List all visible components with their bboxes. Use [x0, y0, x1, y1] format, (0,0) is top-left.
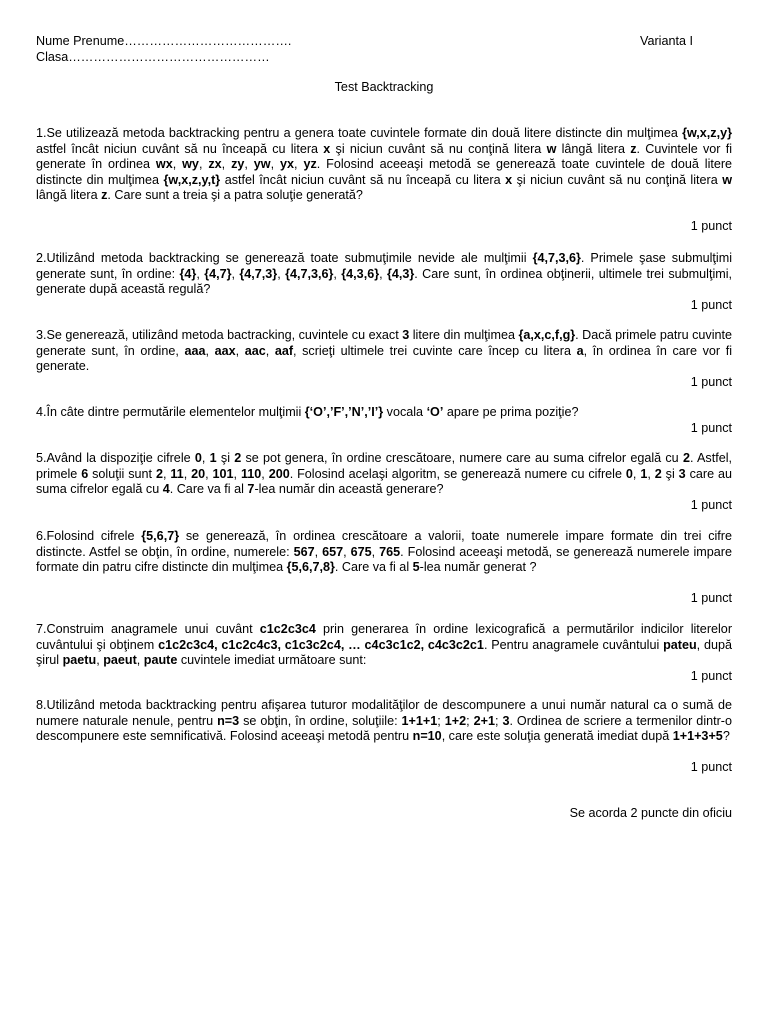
bold-term: {a,x,c,f,g}: [518, 328, 576, 342]
text-run: , în ordinea în care vor fi generate.: [36, 343, 733, 373]
text-run: ,: [244, 157, 254, 171]
question-text: [36, 622, 732, 669]
variant-label: Varianta I: [640, 34, 693, 48]
text-run: ,: [183, 466, 192, 481]
text-run: . Astfel, primele: [36, 451, 732, 481]
question-7: [36, 622, 732, 684]
bold-term: {4}: [179, 266, 197, 281]
bold-term: c1c2c3c4, c1c2c4c3, c1c3c2c4, … c4c3c1c2, c4c3c2c1: [158, 637, 484, 652]
text-run: ,: [205, 466, 213, 481]
text-run: şi niciun cuvânt să nu conţină litera: [330, 141, 547, 156]
text-run: care au suma cifrelor egală cu: [36, 466, 733, 496]
text-run: 3.Se generează, utilizând metoda bactracking, cuvintele cu exact: [36, 328, 403, 342]
text-run: -lea număr din această generare?: [254, 482, 444, 496]
bold-term: {4,3}: [386, 266, 415, 281]
question-text: [36, 405, 732, 421]
text-run: , după şirul: [36, 637, 733, 667]
question-6: [36, 529, 732, 607]
text-run: şi: [216, 451, 235, 465]
text-run: ?: [722, 729, 730, 743]
text-run: . Care sunt a treia şi a patra soluţie generată?: [107, 188, 363, 202]
bold-term: 3: [502, 713, 510, 728]
text-run: . Care sunt, în ordinea obţinerii, ultimele trei submulţimi, generate după această regulă?: [36, 266, 733, 296]
bold-term: 0: [194, 451, 202, 465]
bold-term: 657: [322, 544, 344, 559]
bold-term: x: [505, 172, 513, 187]
bold-term: {5,6,7,8}: [286, 560, 335, 574]
text-run: ,: [632, 466, 641, 481]
text-run: şi: [661, 466, 679, 481]
bold-term: paute: [143, 653, 178, 667]
question-4: [36, 405, 732, 436]
bold-term: {4,7,3,6}: [285, 266, 334, 281]
bold-term: 2: [155, 466, 163, 481]
text-run: . Care va fi al: [169, 482, 248, 496]
text-run: litere din mulţimea: [409, 328, 519, 342]
question-8: [36, 698, 732, 776]
bold-term: 1+2: [444, 713, 467, 728]
text-run: ,: [371, 544, 380, 559]
bold-term: w: [722, 172, 732, 187]
bold-term: {4,7,3,6}: [532, 251, 581, 265]
bold-term: {4,7,3}: [239, 266, 278, 281]
text-run: ,: [647, 466, 655, 481]
bold-term: {5,6,7}: [141, 529, 180, 543]
text-run: ,: [277, 266, 286, 281]
text-run: ,: [136, 653, 144, 667]
bold-term: paeut: [103, 653, 137, 667]
question-3: [36, 328, 732, 390]
test-title: Test Backtracking: [334, 80, 434, 94]
bold-term: yw: [253, 157, 271, 171]
text-run: lângă litera: [556, 141, 631, 156]
text-run: ,: [265, 343, 275, 358]
bold-term: c1c2c3c4: [259, 622, 316, 636]
text-run: 7.Construim anagramele unui cuvânt: [36, 622, 260, 636]
text-run: lângă litera: [36, 188, 102, 202]
text-run: 2.Utilizând metoda backtracking se generează toate submuţimile nevide ale mulţimii: [36, 251, 533, 265]
text-run: . Folosind acelaşi algoritm, se generează numere cu cifrele: [289, 466, 626, 481]
text-run: 4.În câte dintre permutările elementelor mulţimii: [36, 405, 305, 419]
text-run: 6.Folosind cifrele: [36, 529, 142, 543]
bold-term: zx: [208, 157, 222, 171]
bold-term: {4,7}: [204, 266, 232, 281]
bold-term: aac: [244, 343, 266, 358]
text-run: cuvintele imediat următoare sunt:: [177, 653, 367, 667]
text-run: se pot genera, în ordine crescătoare, numere care au suma cifrelor egală cu: [241, 451, 683, 465]
text-run: . Primele şase submulţimi generate sunt, în ordine:: [36, 251, 732, 281]
bold-term: 200: [268, 466, 290, 481]
question-text: [36, 251, 732, 298]
text-run: , care este soluţia generată imediat după: [441, 729, 673, 743]
bold-term: ‘O’: [426, 405, 444, 419]
name-field-line: Nume Prenume………………………………….: [36, 34, 292, 48]
bold-term: 567: [293, 544, 315, 559]
text-run: ,: [314, 544, 323, 559]
question-text: [36, 451, 732, 498]
bold-term: 1+1+1: [401, 713, 438, 728]
text-run: ;: [494, 713, 503, 728]
bold-term: {w,x,z,y,t}: [163, 172, 221, 187]
bold-term: wy: [182, 157, 199, 171]
text-run: ,: [96, 653, 104, 667]
bold-term: pateu: [663, 637, 697, 652]
text-run: 5.Având la dispoziţie cifrele: [36, 451, 195, 465]
points-label: 1 punct: [690, 497, 732, 512]
bold-term: 3: [402, 328, 410, 342]
bold-term: {‘O’,’F’,’N’,’I’}: [304, 405, 384, 419]
bold-term: 765: [379, 544, 401, 559]
bold-term: 2: [682, 451, 690, 465]
points-label: 1 punct: [690, 420, 732, 435]
text-run: . Cuvintele vor fi generate în ordinea: [36, 141, 733, 171]
text-run: ,: [343, 544, 351, 559]
text-run: ,: [162, 466, 171, 481]
text-run: ,: [196, 266, 205, 281]
bold-term: 1: [640, 466, 648, 481]
text-run: ;: [437, 713, 445, 728]
bold-term: wx: [155, 157, 173, 171]
text-run: soluţii sunt: [88, 466, 156, 481]
bold-term: 20: [191, 466, 206, 481]
bold-term: 2: [234, 451, 242, 465]
question-text: [36, 698, 732, 760]
text-run: ,: [294, 157, 304, 171]
question-2: [36, 251, 732, 313]
bold-term: n=10: [412, 729, 442, 743]
text-run: -lea număr generat ?: [419, 560, 537, 574]
bold-term: 1+1+3+5: [672, 729, 723, 743]
text-run: , scrieţi ultimele trei cuvinte care încep cu litera: [293, 343, 577, 358]
text-run: ,: [231, 266, 240, 281]
bold-term: 1: [209, 451, 217, 465]
text-run: 1.Se utilizează metoda backtracking pentru a genera toate cuvintele formate din două litere distincte din mulţimea: [36, 126, 683, 140]
text-run: astfel încât niciun cuvânt să nu înceapă cu litera: [36, 141, 324, 156]
text-run: . Folosind aceeaşi metodă, se generează numerele impare formate din patru cifre distincte din mulţimea: [36, 544, 732, 574]
bold-term: 110: [240, 466, 262, 481]
text-run: ,: [270, 157, 281, 171]
text-run: . Care va fi al: [334, 560, 413, 574]
bold-term: 4: [162, 482, 170, 496]
bold-term: {w,x,z,y}: [682, 126, 732, 140]
bold-term: z: [630, 141, 637, 156]
question-text: [36, 328, 732, 375]
text-run: astfel încât niciun cuvânt să nu înceapă cu litera: [220, 172, 506, 187]
bold-term: w: [546, 141, 557, 156]
question-text: [36, 126, 732, 219]
text-run: ,: [198, 157, 209, 171]
text-run: vocala: [383, 405, 427, 419]
bold-term: 2+1: [473, 713, 495, 728]
points-label: 1 punct: [690, 374, 732, 389]
text-run: şi niciun cuvânt să nu conţină litera: [512, 172, 723, 187]
class-field-line: Clasa…………………………………………: [36, 50, 270, 64]
text-run: ,: [221, 157, 232, 171]
text-run: ,: [261, 466, 269, 481]
text-run: prin generarea în ordine lexicografică a permutărilor indicilor literelor cuvântului şi obţinem: [36, 622, 733, 652]
bold-term: 675: [350, 544, 372, 559]
text-run: apare pe prima poziţie?: [443, 405, 579, 419]
text-run: ,: [201, 451, 210, 465]
text-run: se obţin, în ordine, soluţiile:: [239, 713, 402, 728]
text-run: ,: [172, 157, 183, 171]
text-run: ,: [233, 466, 241, 481]
bold-term: n=3: [217, 713, 240, 728]
text-run: 8.Utilizând metoda backtracking pentru afişarea tuturor modalităţilor de descompunere a unui număr natural ca o sumă de numere naturale nenule, pentru: [36, 698, 732, 728]
bold-term: yz: [303, 157, 317, 171]
bold-term: paetu: [62, 653, 97, 667]
points-label: 1 punct: [690, 591, 732, 605]
points-label: 1 punct: [690, 760, 732, 774]
points-label: 1 punct: [690, 668, 732, 683]
bold-term: aaf: [274, 343, 294, 358]
question-5: [36, 451, 732, 513]
bold-term: 6: [81, 466, 89, 481]
bold-term: 5: [412, 560, 420, 574]
bold-term: zy: [231, 157, 245, 171]
bold-term: 7: [247, 482, 255, 496]
text-run: ,: [205, 343, 215, 358]
bold-term: x: [323, 141, 331, 156]
question-text: [36, 529, 732, 591]
bold-term: 11: [170, 466, 184, 481]
bold-term: aax: [214, 343, 236, 358]
bold-term: {4,3,6}: [341, 266, 380, 281]
office-points-note: Se acorda 2 puncte din oficiu: [569, 806, 732, 820]
bold-term: 0: [625, 466, 633, 481]
points-label: 1 punct: [690, 297, 732, 312]
bold-term: z: [101, 188, 108, 202]
bold-term: a: [576, 343, 584, 358]
text-run: ,: [235, 343, 245, 358]
bold-term: 2: [654, 466, 662, 481]
bold-term: 3: [678, 466, 686, 481]
text-run: ,: [379, 266, 387, 281]
text-run: . Pentru anagramele cuvântului: [483, 637, 664, 652]
text-run: ,: [333, 266, 342, 281]
bold-term: aaa: [184, 343, 206, 358]
bold-term: 101: [212, 466, 234, 481]
points-label: 1 punct: [690, 219, 732, 233]
text-run: . Folosind aceeaşi metodă se generează toate cuvintele de două litere distincte din mulţimea: [36, 157, 733, 187]
text-run: . Dacă primele patru cuvinte generate sunt, în ordine,: [36, 328, 733, 358]
text-run: se generează, în ordinea crescătoare a valorii, toate numerele impare formate din trei cifre distincte. Astfel se obţin, în ordine, numerele:: [36, 529, 732, 559]
text-run: ;: [466, 713, 474, 728]
text-run: . Ordinea de scriere a termenilor dintr-o descompunere este semnificativă. Folosind aceeaşi metodă pentru: [36, 713, 733, 743]
bold-term: yx: [280, 157, 295, 171]
question-1: [36, 126, 732, 235]
